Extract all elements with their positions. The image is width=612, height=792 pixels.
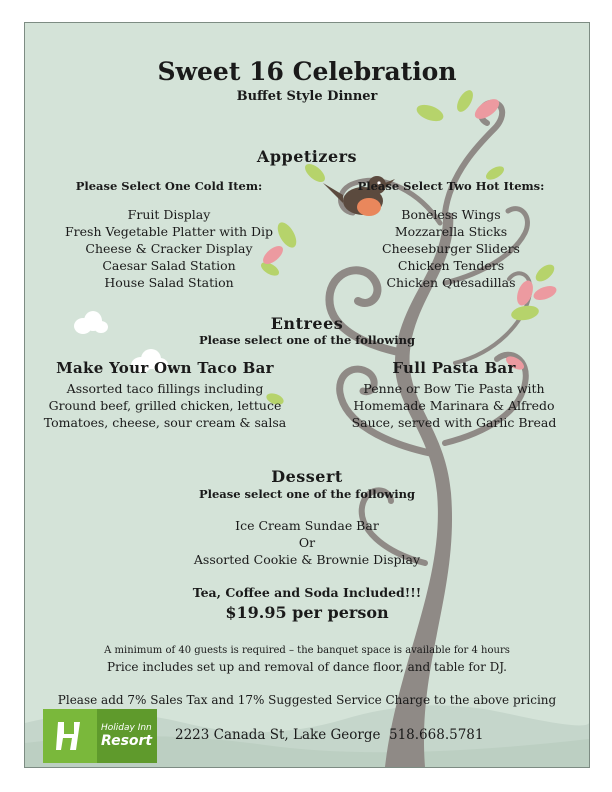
h-logo-icon — [43, 709, 97, 763]
hot-item: Mozzarella Sticks — [394, 224, 508, 239]
phone-number: 518.668.5781 — [389, 727, 484, 743]
logo-brand-line: Holiday Inn — [101, 723, 152, 733]
taco-bar-heading: Make Your Own Taco Bar — [56, 359, 274, 377]
pasta-bar-line: Sauce, served with Garlic Bread — [351, 415, 557, 430]
pasta-bar-column — [329, 359, 579, 431]
dessert-line: Or — [298, 535, 316, 550]
hot-item: Boneless Wings — [401, 207, 501, 222]
dessert-note: Please select one of the following — [198, 487, 416, 501]
page-subtitle: Buffet Style Dinner — [236, 89, 378, 104]
cold-item: Fresh Vegetable Platter with Dip — [64, 224, 274, 239]
cold-items-column — [43, 179, 295, 291]
dessert-heading: Dessert — [271, 467, 343, 486]
page-title: Sweet 16 Celebration — [157, 57, 457, 86]
pasta-bar-heading: Full Pasta Bar — [392, 359, 516, 377]
logo-resort-line: Resort — [101, 733, 153, 749]
taco-bar-line: Ground beef, grilled chicken, lettuce — [48, 398, 282, 413]
holiday-inn-logo — [43, 709, 157, 763]
hot-item: Cheeseburger Sliders — [382, 241, 520, 256]
cold-item: House Salad Station — [104, 275, 234, 290]
pasta-bar-line: Penne or Bow Tie Pasta with — [363, 381, 545, 396]
dessert-options — [25, 517, 589, 568]
taco-bar-line: Tomatoes, cheese, sour cream & salsa — [43, 415, 287, 430]
price-includes-note: Price includes set up and removal of dance floor, and table for DJ. — [107, 660, 507, 674]
hot-item: Chicken Tenders — [397, 258, 505, 273]
beverages-included: Tea, Coffee and Soda Included!!! — [192, 585, 422, 600]
minimum-guests-note: A minimum of 40 guests is required – the banquet space is available for 4 hours — [104, 645, 510, 656]
cold-item: Fruit Display — [127, 207, 211, 222]
cold-item: Caesar Salad Station — [102, 258, 236, 273]
hot-item: Chicken Quesadillas — [386, 275, 516, 290]
entrees-heading: Entrees — [270, 314, 344, 333]
hot-items-column — [331, 179, 571, 291]
price-per-person: $19.95 per person — [225, 603, 389, 622]
dessert-line: Assorted Cookie & Brownie Display — [193, 552, 421, 567]
pasta-bar-line: Homemade Marinara & Alfredo — [353, 398, 555, 413]
appetizers-heading: Appetizers — [256, 147, 358, 166]
address: 2223 Canada St, Lake George — [175, 727, 381, 743]
cold-items-label: Please Select One Cold Item: — [75, 179, 263, 193]
hot-items-label: Please Select Two Hot Items: — [357, 179, 545, 193]
dessert-line: Ice Cream Sundae Bar — [235, 518, 379, 533]
taco-bar-line: Assorted taco fillings including — [66, 381, 264, 396]
entrees-note: Please select one of the following — [198, 333, 416, 347]
cold-item: Cheese & Cracker Display — [85, 241, 253, 256]
tax-note: Please add 7% Sales Tax and 17% Suggested Service Charge to the above pricing — [57, 693, 557, 707]
menu-flyer — [24, 22, 590, 768]
taco-bar-column — [31, 359, 299, 431]
